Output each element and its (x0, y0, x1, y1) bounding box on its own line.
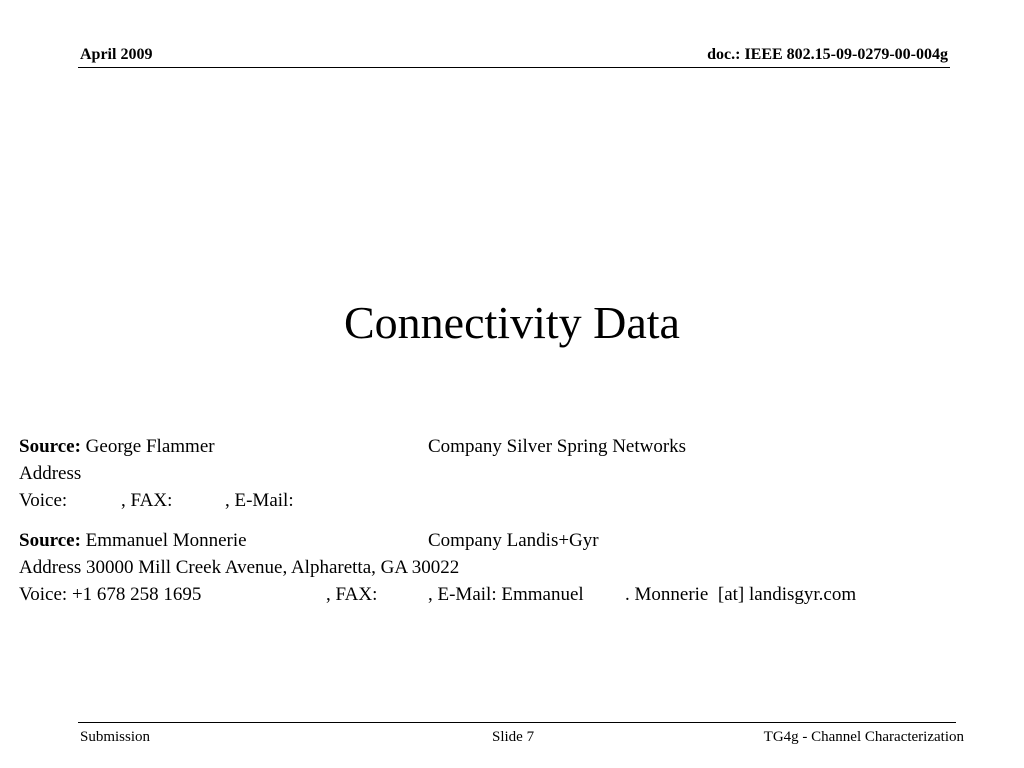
source-2-voice: Voice: +1 678 258 1695 (19, 584, 202, 605)
source-1-company: Company Silver Spring Networks (428, 436, 687, 457)
slide-title: Connectivity Data (344, 297, 680, 348)
source-2-address: Address 30000 Mill Creek Avenue, Alpharetta, GA 30022 (19, 557, 460, 578)
footer-slide-number: Slide 7 (492, 729, 535, 745)
source-2-name: Emmanuel Monnerie (85, 530, 247, 551)
source-1-name: George Flammer (85, 436, 215, 457)
header-date: April 2009 (80, 46, 153, 63)
footer-divider (78, 722, 956, 723)
source-1-address: Address (19, 463, 82, 484)
header-divider (78, 67, 950, 68)
source-1-fax: , FAX: (121, 490, 173, 511)
source-2-line (19, 528, 247, 554)
source-2-fax: , FAX: (326, 584, 378, 605)
source-1-label: Source: (19, 436, 81, 457)
source-1-email: , E-Mail: (225, 490, 294, 511)
header-document-id: doc.: IEEE 802.15-09-0279-00-004g (707, 46, 948, 63)
source-1-line (19, 434, 215, 460)
footer-submission: Submission (80, 729, 151, 745)
source-2-email: , E-Mail: Emmanuel (428, 584, 584, 605)
source-1-voice: Voice: (19, 490, 68, 511)
source-2-label: Source: (19, 530, 81, 551)
footer-topic: TG4g - Channel Characterization (763, 729, 964, 745)
source-2-email-rest: . Monnerie [at] landisgyr.com (625, 584, 857, 605)
source-2-company: Company Landis+Gyr (428, 530, 599, 551)
